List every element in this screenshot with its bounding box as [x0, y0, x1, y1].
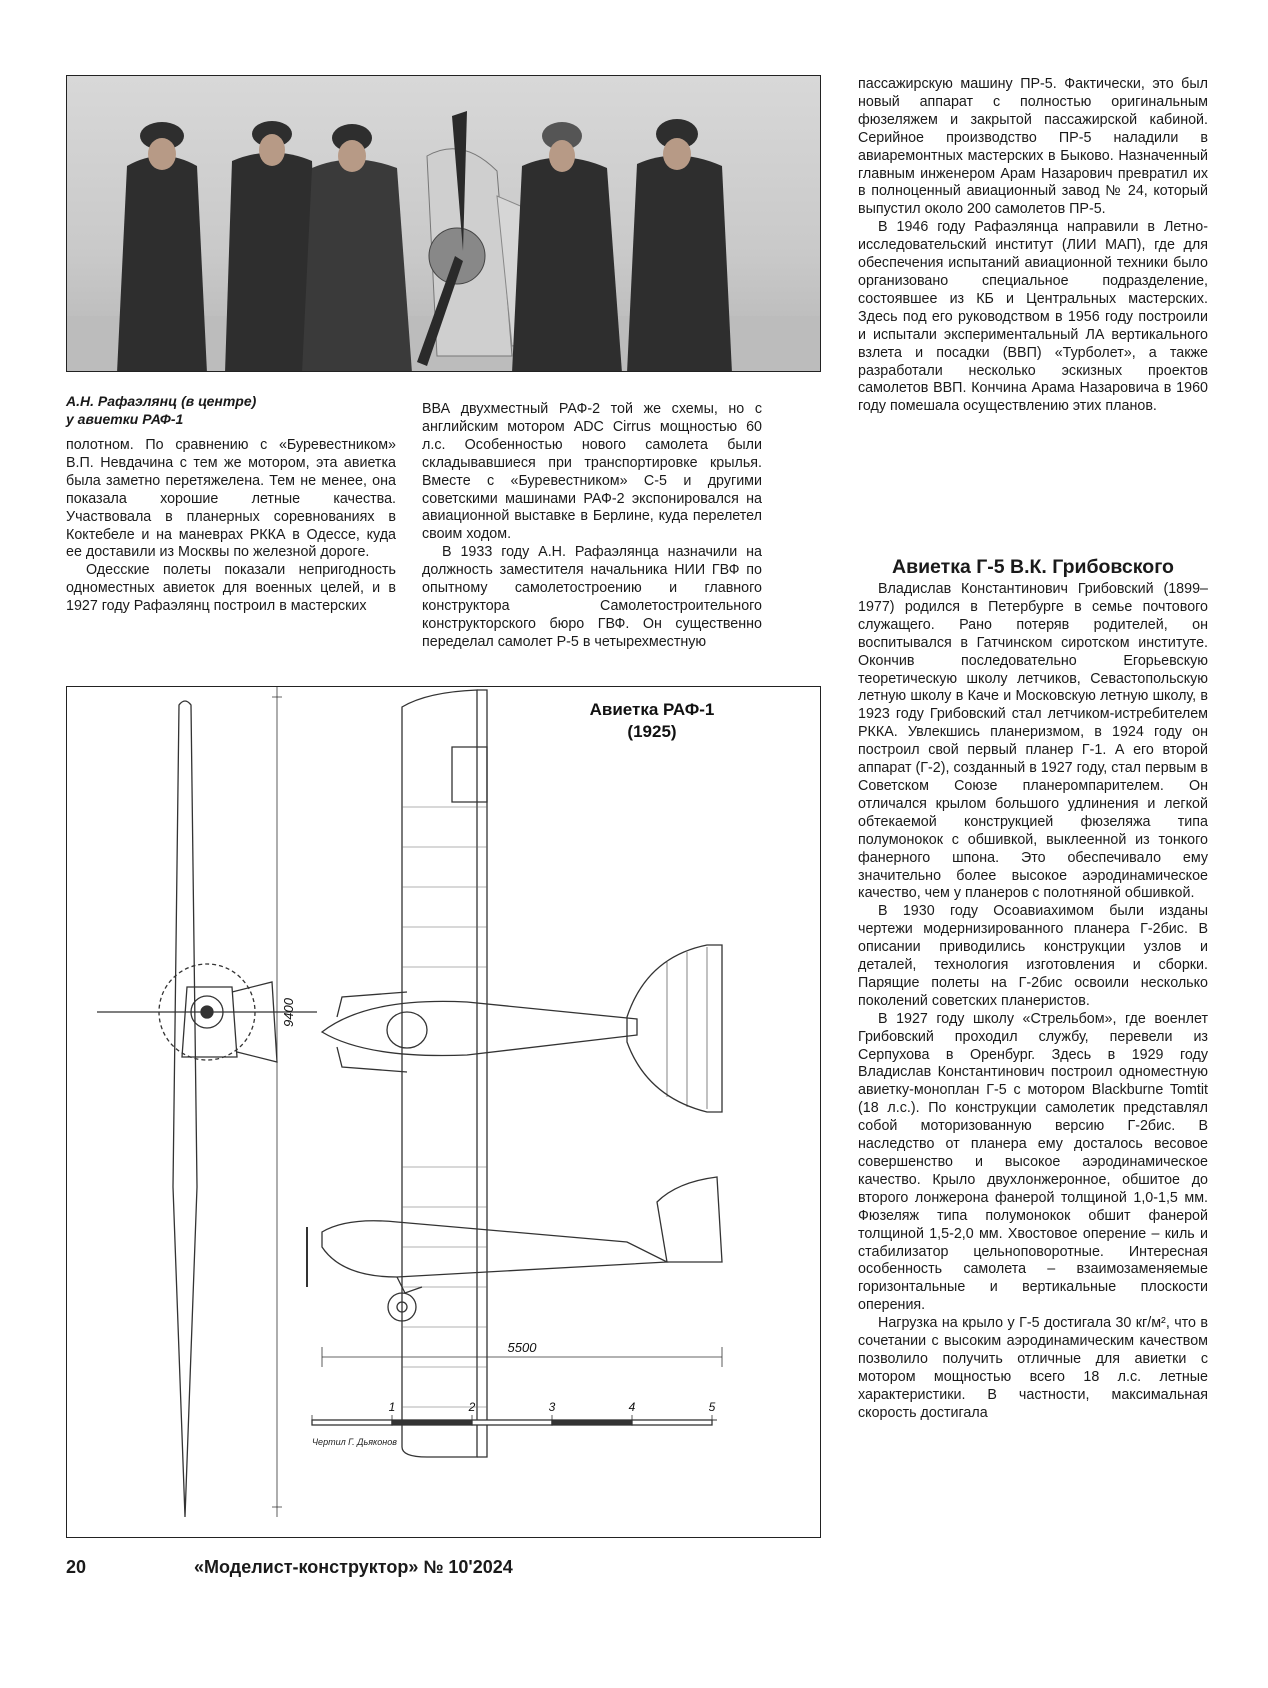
photo-image: [67, 76, 821, 372]
column-3-text: [858, 76, 1208, 416]
front-view-wing: [173, 701, 197, 1517]
dimension-length: 5500: [507, 1340, 537, 1355]
column-1-text: [66, 437, 396, 616]
caption-line-1: А.Н. Рафаэлянц (в центре): [66, 393, 257, 409]
paragraph: Нагрузка на крыло у Г-5 достигала 30 кг/м², что в сочетании с высоким аэродинамическим качеством позволило получить отличные для авиетки с мотором мощностью всего 18 л.с. летные характеристики. В частности, максимальная скорость достигала: [858, 1315, 1208, 1421]
caption-line-2: у авиетки РАФ-1: [66, 411, 184, 427]
paragraph: Владислав Константинович Грибовский (1899–1977) родился в Петербурге в семье почтового служащего. Рано потеряв родителей, он воспитывался в Гатчинском сиротском институте. Окончив последовательно Егорьевскую теоретическую школу летчиков, Севастопольскую летную школу в Каче и Московскую летную школу, в 1923 году Грибовский стал летчиком-истребителем РККА. Увлекшись планеризмом, в 1924 году он построил свой первый планер Г-1. А его второй аппарат (Г-2), созданный в 1927 году, стал первым в Советском Союзе планеромпарителем. Он отличался крылом большого удлинения и легкой обтекаемой конструкцией фюзеляжа типа полумонокок с обшивкой, выклеенной из тонкого фанерного шпона. Это обеспечивало ему значительно более высокое аэродинамическое качество, чем у планеров с полотняной обшивкой.: [858, 581, 1208, 902]
drawing-title-line-2: (1925): [627, 722, 677, 741]
top-view-wing: [402, 690, 477, 1457]
top-view-fuselage: [322, 1001, 637, 1055]
aircraft-three-view: [67, 687, 821, 1538]
paragraph: В 1927 году школу «Стрельбом», где военлет Грибовский проходил службу, перевели из Серпухова в Оренбург. Здесь в 1929 году Владислав Константинович построил одноместную авиетку-моноплан Г-5 с мотором Blackburne Tomtit (18 л.с.). По конструкции самолетик представлял собой моторизованную версию Г-2бис. В наследство от планера ему досталось весовое совершенство и высокое аэродинамическое качество. Крыло двухлонжеронное, обшитое до второго лонжерона фанерой толщиной 1,0-1,5 мм. Фюзеляж типа полумонокок обшит фанерой толщиной 1,5-2,0 мм. Хвостовое оперение – киль и стабилизатор цельноповоротные. Интересная особенность самолета – взаимозаменяемые горизонтальные и вертикальные плоскости оперения.: [858, 1010, 1208, 1314]
drawing-credit: Чертил Г. Дьяконов: [312, 1437, 397, 1447]
scale-label: 1: [388, 1400, 396, 1414]
top-view-tail: [627, 945, 722, 1112]
side-view-fuselage: [322, 1221, 667, 1277]
page-footer: [66, 1557, 866, 1587]
dimension-span: 9400: [281, 998, 296, 1027]
scale-label: 2: [468, 1400, 476, 1414]
scale-label: 5: [708, 1400, 716, 1414]
scale-label: 4: [628, 1400, 636, 1414]
photo-caption: [66, 392, 396, 428]
drawing-title-line-1: Авиетка РАФ-1: [589, 700, 715, 719]
scale-label: 3: [548, 1400, 556, 1414]
paragraph: В 1946 году Рафаэлянца направили в Летно-исследовательский институт (ЛИИ МАП), где для обеспечения испытаний авиационной техники было организовано специальное подразделение, состоявшее из КБ и Центральных мастерских. Здесь под его руководством в 1956 году построили и испытали экспериментальный ЛА вертикального взлета и посадки (ВВП) «Турболет», а также разработали несколько эскизных проектов самолетов ВВП. Кончина Арама Назаровича в 1960 году помешала осуществлению этих планов.: [858, 219, 1208, 415]
paragraph: Одесские полеты показали непригодность одноместных авиеток для военных целей, и в 1927 году Рафаэлянц построил в мастерских: [66, 562, 396, 615]
page-number: 20: [66, 1557, 87, 1577]
paragraph: пассажирскую машину ПР-5. Фактически, это был новый аппарат с полностью оригинальным фюзеляжем и закрытой пассажирской кабиной. Серийное производство ПР-5 наладили в авиаремонтных мастерских в Быково. Назначенный главным инженером Арам Назарович превратил их в полноценный авиационный завод № 24, который выпустил около 200 самолетов ПР-5.: [858, 76, 1208, 218]
paragraph: В 1933 году А.Н. Рафаэлянца назначили на должность заместителя начальника НИИ ГВФ по опытному самолетостроению и главного конструктора Самолетостроительного конструкторского бюро ГВФ. Он существенно переделал самолет Р-5 в четырехместную: [422, 544, 762, 650]
technical-drawing: [66, 686, 821, 1538]
paragraph: В 1930 году Осоавиахимом были изданы чертежи модернизированного планера Г-2бис. В описании приводились конструкции узлов и деталей, технология изготовления и сборки. Парящие полеты на Г-2бис освоили несколько поколений советских планеристов.: [858, 903, 1208, 1009]
g5-section-text: [858, 581, 1208, 1423]
section-heading: Авиетка Г-5 В.К. Грибовского: [892, 556, 1174, 578]
journal-title: «Моделист-конструктор» № 10'2024: [194, 1557, 513, 1577]
historical-photo: [66, 75, 821, 372]
side-view-tail: [657, 1177, 722, 1262]
column-2-text: [422, 401, 762, 652]
paragraph: полотном. По сравнению с «Буревестником» В.П. Невдачина с тем же мотором, эта авиетка была заметно перетяжелена. Тем не менее, она показала хорошие летные качества. Участвовала в планерных соревнованиях в Коктебеле и на маневрах РККА в Одессе, куда ее доставили из Москвы по железной дороге.: [66, 437, 396, 561]
paragraph: ВВА двухместный РАФ-2 той же схемы, но с английским мотором ADC Cirrus мощностью 60 л.с. Особенностью нового самолета были складывавшиеся при транспортировке крылья. Вместе с «Буревестником» С-5 и другими советскими машинами РАФ-2 экспонировался на авиационной выставке в Берлине, куда перелетел своим ходом.: [422, 401, 762, 543]
